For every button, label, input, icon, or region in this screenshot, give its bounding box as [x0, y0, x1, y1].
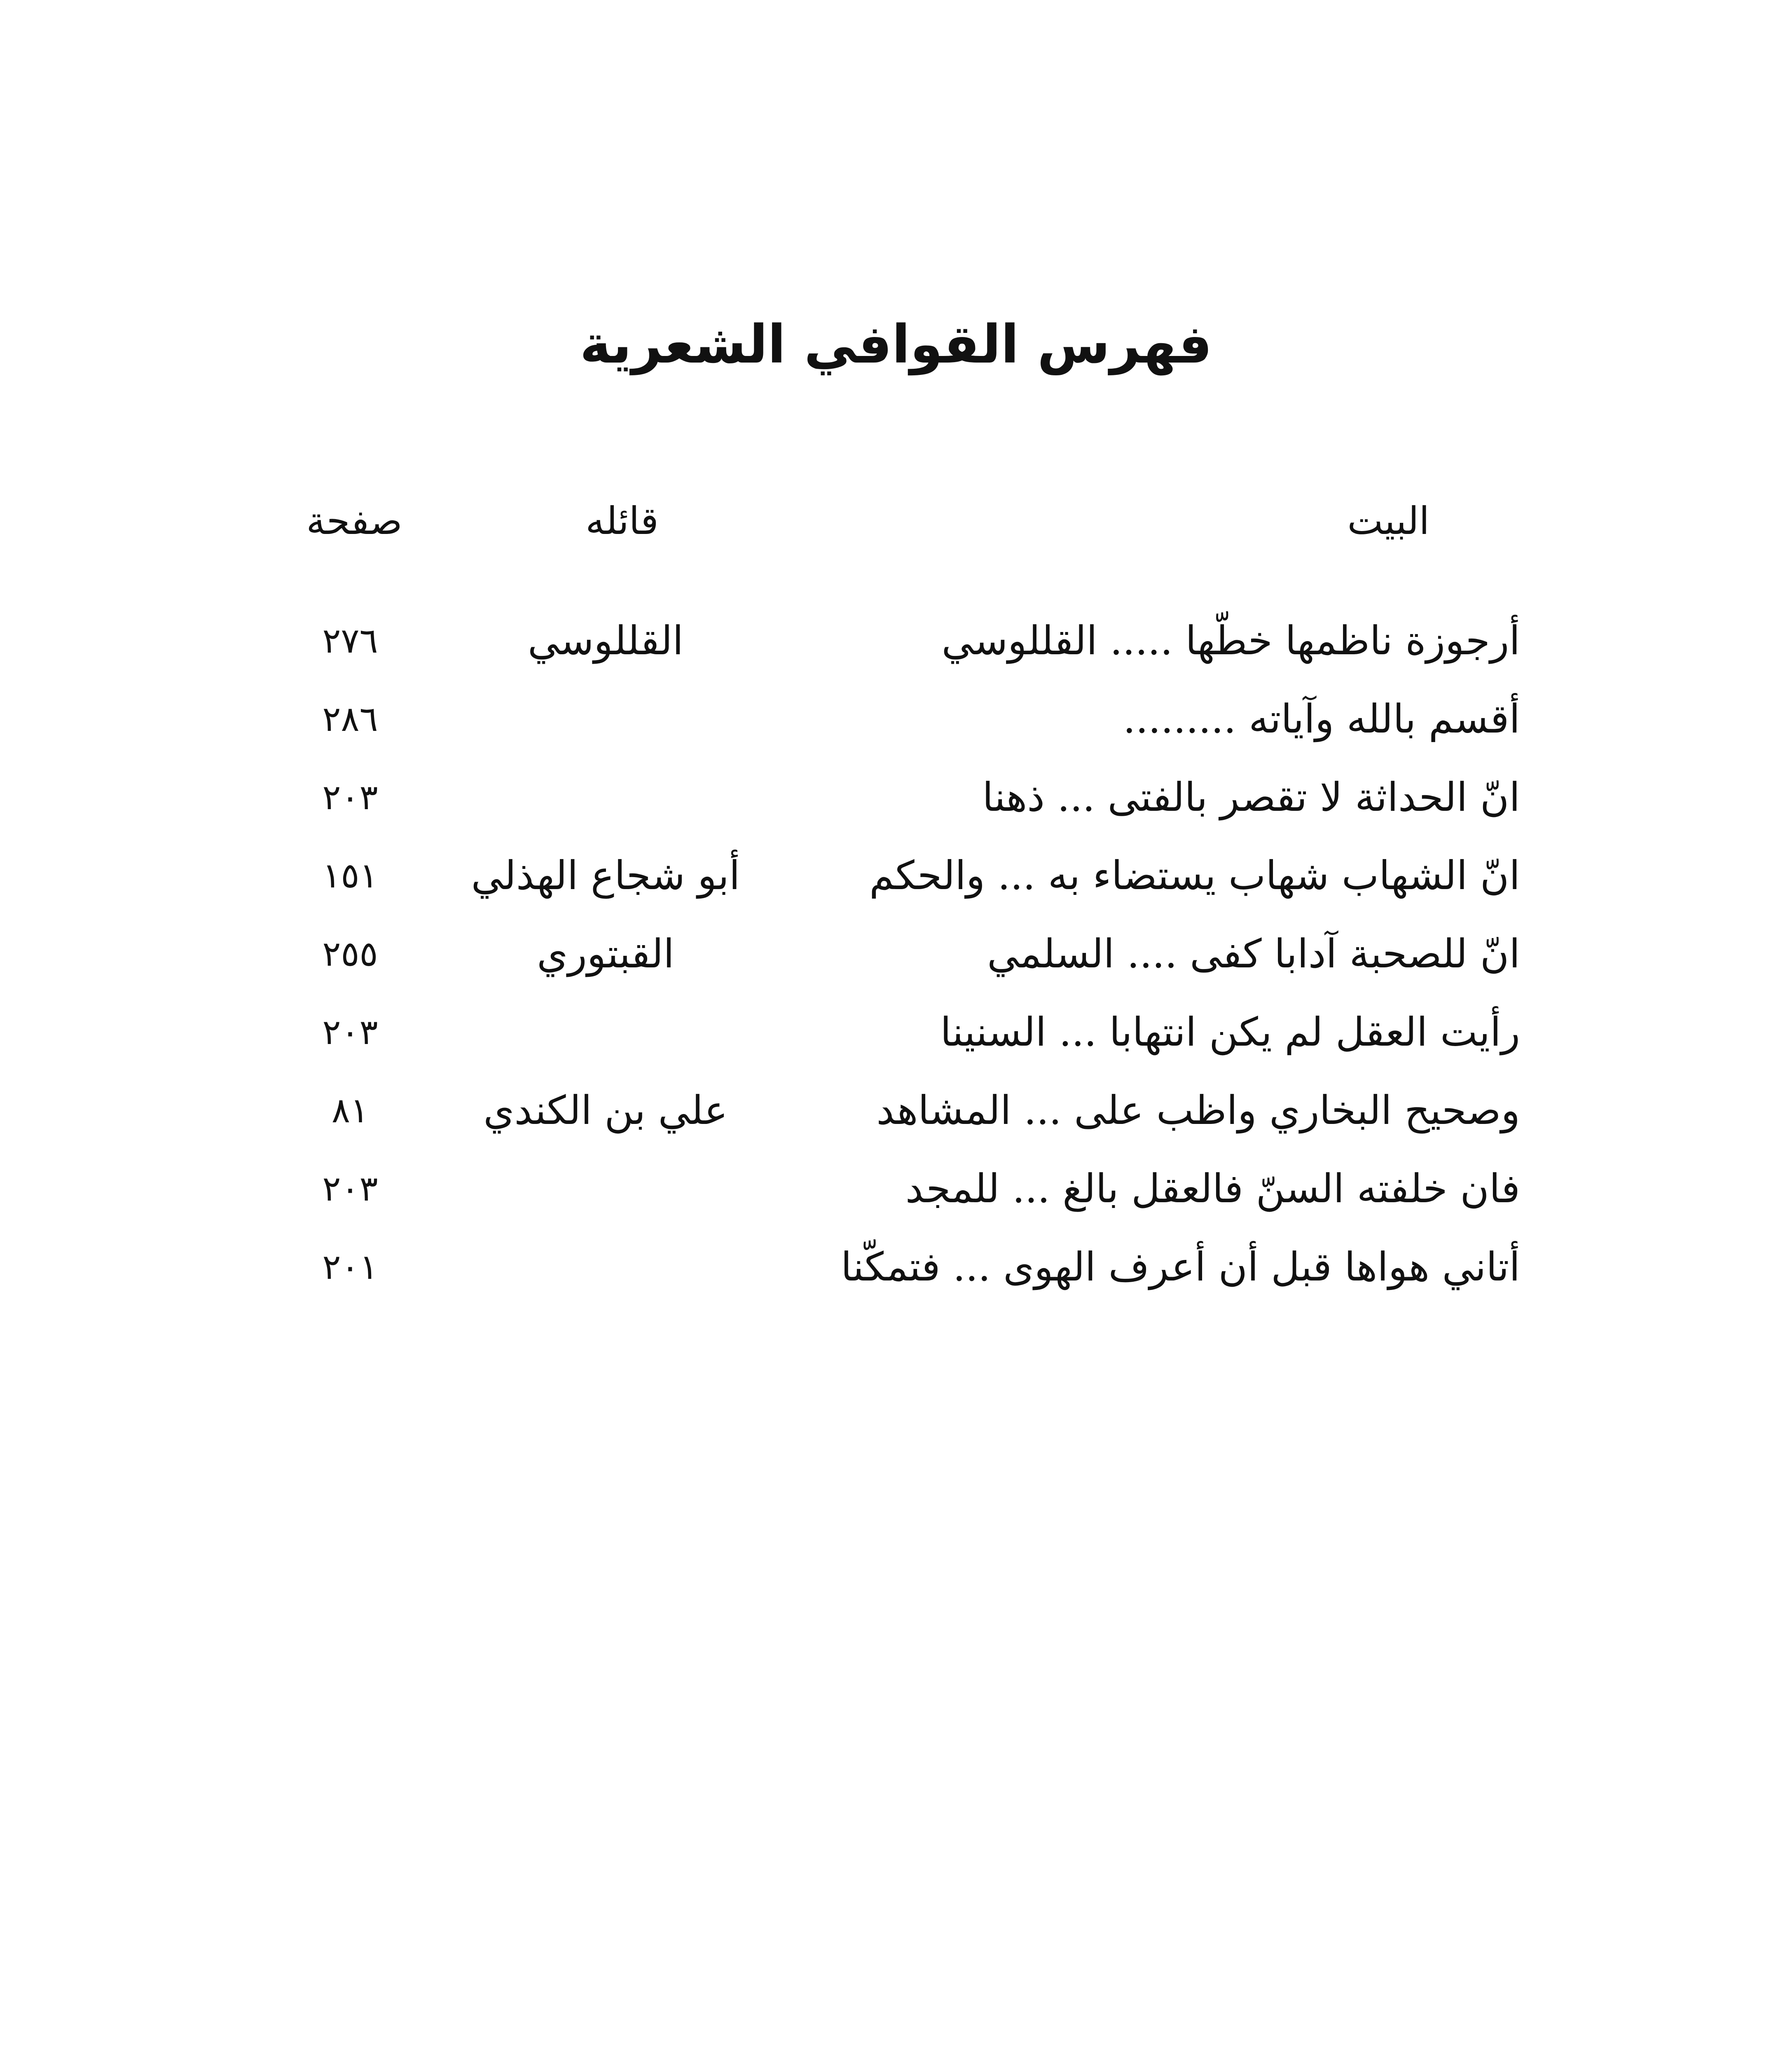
page-cell: ٢٧٦ — [322, 620, 378, 661]
page-title: فهرس القوافي الشعرية — [580, 314, 1212, 375]
table-row — [0, 915, 1792, 993]
poet-cell: القبتوري — [537, 931, 674, 977]
verse-cell: انّ للصحبة آدابا كفى .... السلمي — [987, 931, 1520, 977]
table-row — [0, 836, 1792, 915]
table-row — [0, 1228, 1792, 1306]
table-row — [0, 1071, 1792, 1149]
table-row — [0, 993, 1792, 1071]
verse-cell: انّ الحداثة لا تقصر بالفتى ... ذهنا — [982, 774, 1520, 820]
table-row — [0, 1149, 1792, 1228]
page-cell: ١٥١ — [322, 855, 378, 896]
verse-cell: رأيت العقل لم يكن انتهابا ... السنينا — [940, 1009, 1520, 1055]
header-poet: قائله — [585, 499, 659, 543]
verse-cell: أرجوزة ناظمها خطّها ..... القللوسي — [941, 618, 1520, 664]
table-row — [0, 758, 1792, 836]
table-row — [0, 602, 1792, 680]
page-cell: ٢٨٦ — [322, 699, 378, 739]
table-row — [0, 680, 1792, 758]
page-cell: ٢٥٥ — [322, 934, 378, 974]
table-header — [0, 492, 1792, 550]
page-cell: ٢٠١ — [322, 1247, 378, 1287]
verse-cell: أقسم بالله وآياته ......... — [1123, 696, 1520, 742]
verse-cell: فان خلفته السنّ فالعقل بالغ ... للمجد — [905, 1166, 1520, 1212]
verse-cell: وصحيح البخاري واظب على ... المشاهد — [876, 1087, 1520, 1133]
page-cell: ٢٠٣ — [322, 777, 378, 817]
page-cell: ٢٠٣ — [322, 1168, 378, 1209]
poet-cell: علي بن الكندي — [483, 1087, 728, 1133]
page-cell: ٢٠٣ — [322, 1012, 378, 1052]
page-cell: ٨١ — [331, 1090, 369, 1131]
poet-cell: أبو شجاع الهذلي — [471, 852, 740, 899]
header-verse: البيت — [1347, 499, 1429, 543]
poet-cell: القللوسي — [527, 618, 684, 664]
header-page: صفحة — [306, 499, 402, 543]
rhymes-index-table — [0, 602, 1792, 1306]
verse-cell: أتاني هواها قبل أن أعرف الهوى ... فتمكّنا — [841, 1244, 1520, 1290]
verse-cell: انّ الشهاب شهاب يستضاء به ... والحكم — [869, 852, 1520, 899]
